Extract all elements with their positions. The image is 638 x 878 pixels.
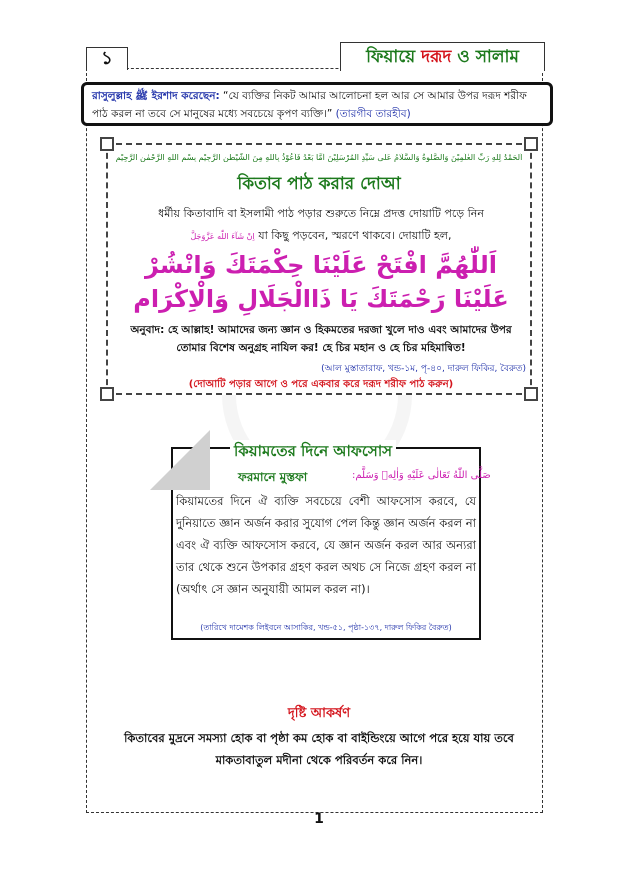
- attention-title: দৃষ্টি আকর্ষণ: [287, 706, 351, 721]
- farman-arabic: صَلَّى اللّٰهُ تَعَالٰى عَلَيْهِ وَاٰلِهٖ وَسَلَّم:: [352, 470, 491, 481]
- dua-translation: অনুবাদ: হে আল্লাহ! আমাদের জন্য জ্ঞান ও হিকমতের দরজা খুলে দাও এবং আমাদের উপর তোমার বিশেষ অনুগ্রহ নাযিল কর! হে চির মহান ও হে চির মহিমান্বিত!: [130, 324, 512, 354]
- folded-corner: [150, 430, 210, 490]
- corner-ornament: [524, 387, 538, 401]
- title-part-1: ফিয়ায়ে: [366, 47, 422, 67]
- dua-heading: কিতাব পাঠ করার দোআ: [237, 174, 401, 194]
- dua-intro-line-1: ধর্মীয় কিতাবাদি বা ইসলামী পাঠ পড়ার শুরুতে নিম্নে প্রদত্ত দোয়াটি পড়ে নিন: [158, 207, 484, 220]
- regret-reference: (তারিখে দামেশক লিইবনে আসাকির, খন্ড-৫১, পৃষ্ঠা-১৩৭, দারুল ফিকির বৈরুত): [200, 623, 452, 632]
- hadith-source: (তারগীব তারহীব): [332, 108, 411, 120]
- book-title-tab: [340, 42, 545, 71]
- hadith-lead: রাসুলুল্লাহ ﷺ ইরশাদ করেছেন:: [92, 90, 220, 102]
- regret-body: কিয়ামতের দিনে ঐ ব্যক্তি সবচেয়ে বেশী আফসোস করবে, যে দুনিয়াতে জ্ঞান অর্জন করার সুযোগ পেল কিন্তু জ্ঞান অর্জন করল না এবং ঐ ব্যক্তি আফসোস করবে, যে জ্ঞান অর্জন করল আর অন্যরা তার থেকে শুনে উপকার গ্রহণ করল অথচ সে নিজে গ্রহণ করল না (অর্থাৎ সে জ্ঞান অনুযায়ী আমল করল না)।: [176, 494, 476, 596]
- title-part-3: ও সালাম: [451, 47, 519, 67]
- dua-intro: [120, 203, 522, 248]
- corner-ornament: [100, 137, 114, 151]
- regret-heading: কিয়ামতের দিনে আফসোস: [230, 440, 396, 465]
- dua-intro-line-2: [120, 225, 522, 248]
- title-part-2: দরূদ: [421, 47, 452, 67]
- hadith-text: “যে ব্যক্তির নিকট আমার আলোচনা হল আর সে আমার উপর দরূদ শরীফ পাঠ করল না তবে সে মানুষের মধ্যে সবচেয়ে কৃপণ ব্যক্তি।”: [92, 90, 527, 120]
- chapter-number-tab: ১: [86, 47, 128, 70]
- dua-box: [106, 143, 532, 395]
- dua-arabic-line-2: عَلَيْنَا رَحْمَتَكَ يَا ذَاالْجَلَالِ وَالْاِكْرَام: [133, 285, 509, 313]
- page-number: 1: [314, 811, 324, 827]
- corner-ornament: [100, 387, 114, 401]
- corner-ornament: [524, 137, 538, 151]
- attention-body: কিতাবের মুদ্রনে সমস্যা হোক বা পৃষ্ঠা কম হোক বা বাইন্ডিংয়ে আগে পরে হয়ে যায় তবে মাকতাবাতুল মদীনা থেকে পরিবর্তন করে নিন।: [124, 731, 514, 767]
- hadith-box: [81, 82, 553, 126]
- farman-label: ফরমানে মুস্তফা: [238, 470, 308, 484]
- dua-arabic-line-1: اَللّٰهُمَّ افْتَحْ عَلَيْنَا حِكْمَتَكَ وَانْشُرْ: [145, 251, 497, 279]
- dua-reference: (আল মুস্তাতারাফ, খন্ড-১ম, পৃ-৪০, দারুল ফিকির, বৈরুত): [321, 364, 526, 374]
- dua-intro-line-2-text: যা কিছু পড়বেন, স্মরণে থাকবে। দোয়াটি হল,: [254, 229, 452, 242]
- inshallah-arabic: اِنْ شَآءَ اللّٰه عَزَّوَجَلَّ: [190, 232, 255, 241]
- arabic-opening: اَلْحَمْدُ لِلّٰهِ رَبِّ الْعٰلَمِیْنَ وَالصَّلٰوةُ وَالسَّلَامُ عَلٰی سَیِّدِ الْمُرْسَلِیْنَ اَمَّا بَعْدُ فَاَعُوْذُ بِاللّٰهِ مِنَ الشَّیْطٰنِ الرَّجِیْمِ بِسْمِ اللّٰهِ الرَّحْمٰنِ الرَّحِیْمِ: [115, 153, 523, 162]
- dua-note: (দোআটি পড়ার আগে ও পরে একবার করে দরূদ শরীফ পাঠ করুন): [188, 379, 454, 390]
